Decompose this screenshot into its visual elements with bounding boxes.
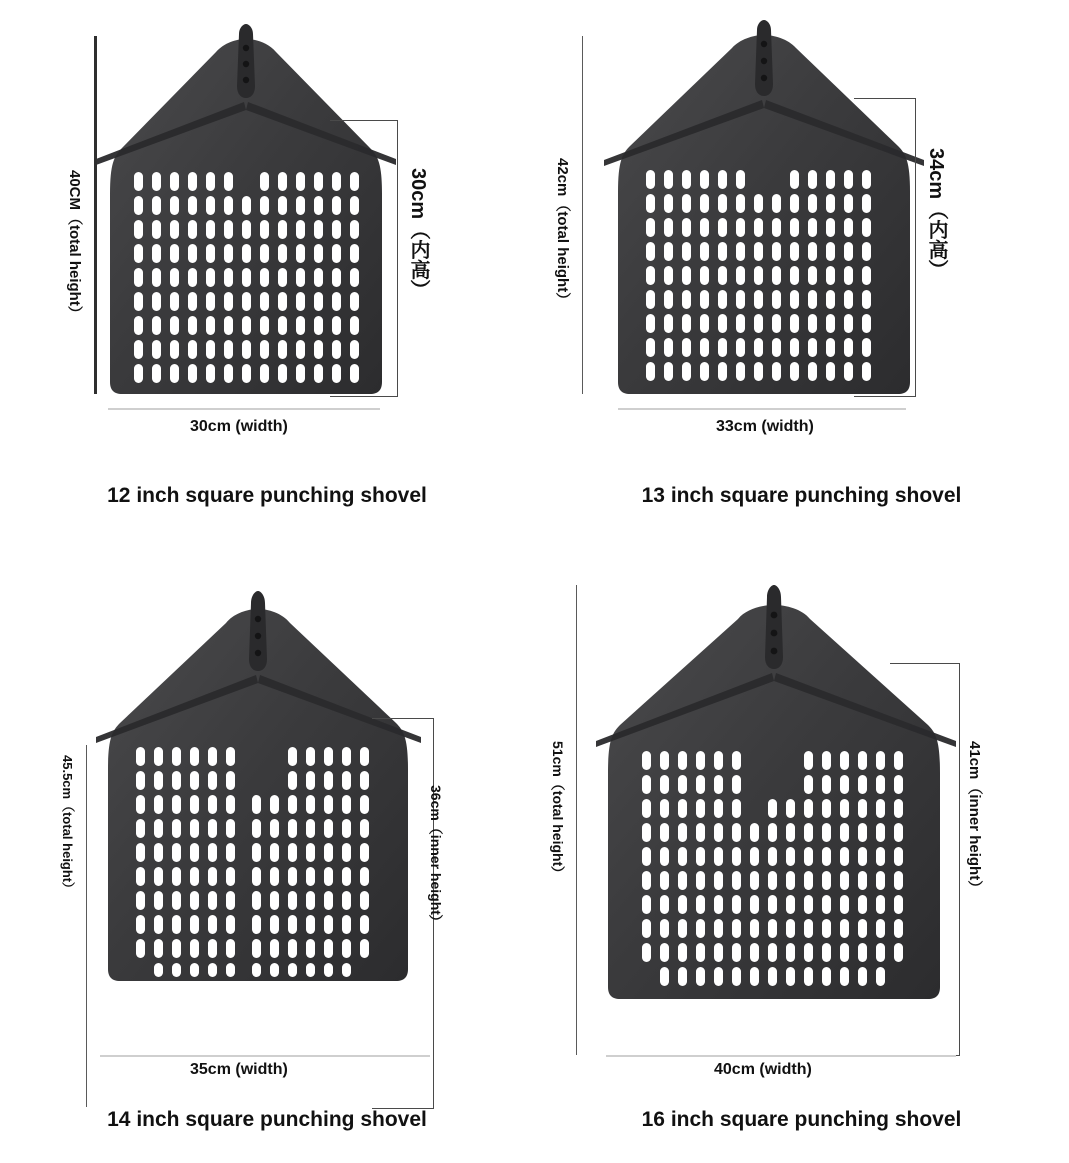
dimension-tick-inner-bottom-12 xyxy=(330,396,398,397)
dimension-tick-inner-top-13 xyxy=(854,98,916,99)
dimension-baseline-width-16 xyxy=(606,1055,956,1057)
dimension-label-inner-height-13: 34cm（内高） xyxy=(925,148,947,280)
panel-16-inch xyxy=(534,563,1069,1163)
shovel-illustration-13 xyxy=(604,20,924,415)
panel-13-inch xyxy=(534,0,1069,560)
dimension-tick-inner-top-14 xyxy=(372,718,434,719)
dimension-label-width-12: 30cm (width) xyxy=(190,418,288,435)
dimension-label-total-height-14: 45.5cm（total height） xyxy=(60,755,75,896)
dimension-label-inner-height-16: 41cm（inner height） xyxy=(966,741,983,896)
panel-14-inch xyxy=(0,563,534,1163)
dimension-baseline-width-12 xyxy=(108,408,380,410)
dimension-line-inner-height-12 xyxy=(397,120,398,396)
dimension-line-total-height-16 xyxy=(576,585,577,1055)
dimension-label-width-14: 35cm (width) xyxy=(190,1061,288,1078)
caption-12-inch: 12 inch square punching shovel xyxy=(107,484,427,507)
dimension-line-inner-height-13 xyxy=(915,98,916,396)
dimension-label-total-height-16: 51cm（total height） xyxy=(550,741,566,881)
dimension-label-inner-height-14: 36cm（inner height） xyxy=(428,785,444,929)
dimension-baseline-width-14 xyxy=(100,1055,430,1057)
dimension-label-inner-height-12: 30cm（内高） xyxy=(407,168,429,300)
dimension-tick-inner-top-12 xyxy=(330,120,398,121)
shovel-illustration-14 xyxy=(96,591,421,1001)
dimension-tick-inner-bottom-13 xyxy=(854,396,916,397)
dimension-line-total-height-13 xyxy=(582,36,583,394)
dimension-line-total-height-14 xyxy=(86,745,87,1107)
panel-12-inch xyxy=(0,0,534,560)
caption-14-inch: 14 inch square punching shovel xyxy=(107,1108,427,1131)
dimension-line-total-height-12 xyxy=(94,36,97,394)
caption-16-inch: 16 inch square punching shovel xyxy=(641,1108,962,1131)
dimension-label-total-height-13: 42cm（total height） xyxy=(554,158,571,308)
caption-13-inch: 13 inch square punching shovel xyxy=(641,484,962,507)
dimension-tick-inner-top-16 xyxy=(890,663,960,664)
dimension-label-width-16: 40cm (width) xyxy=(714,1061,812,1078)
dimension-line-inner-height-16 xyxy=(959,663,960,1055)
dimension-baseline-width-13 xyxy=(618,408,906,410)
dimension-label-width-13: 33cm (width) xyxy=(716,418,814,435)
shovel-illustration-16 xyxy=(596,585,956,1020)
dimension-label-total-height-12: 40CM（total height） xyxy=(66,170,83,321)
shovel-illustration-12 xyxy=(96,24,396,414)
